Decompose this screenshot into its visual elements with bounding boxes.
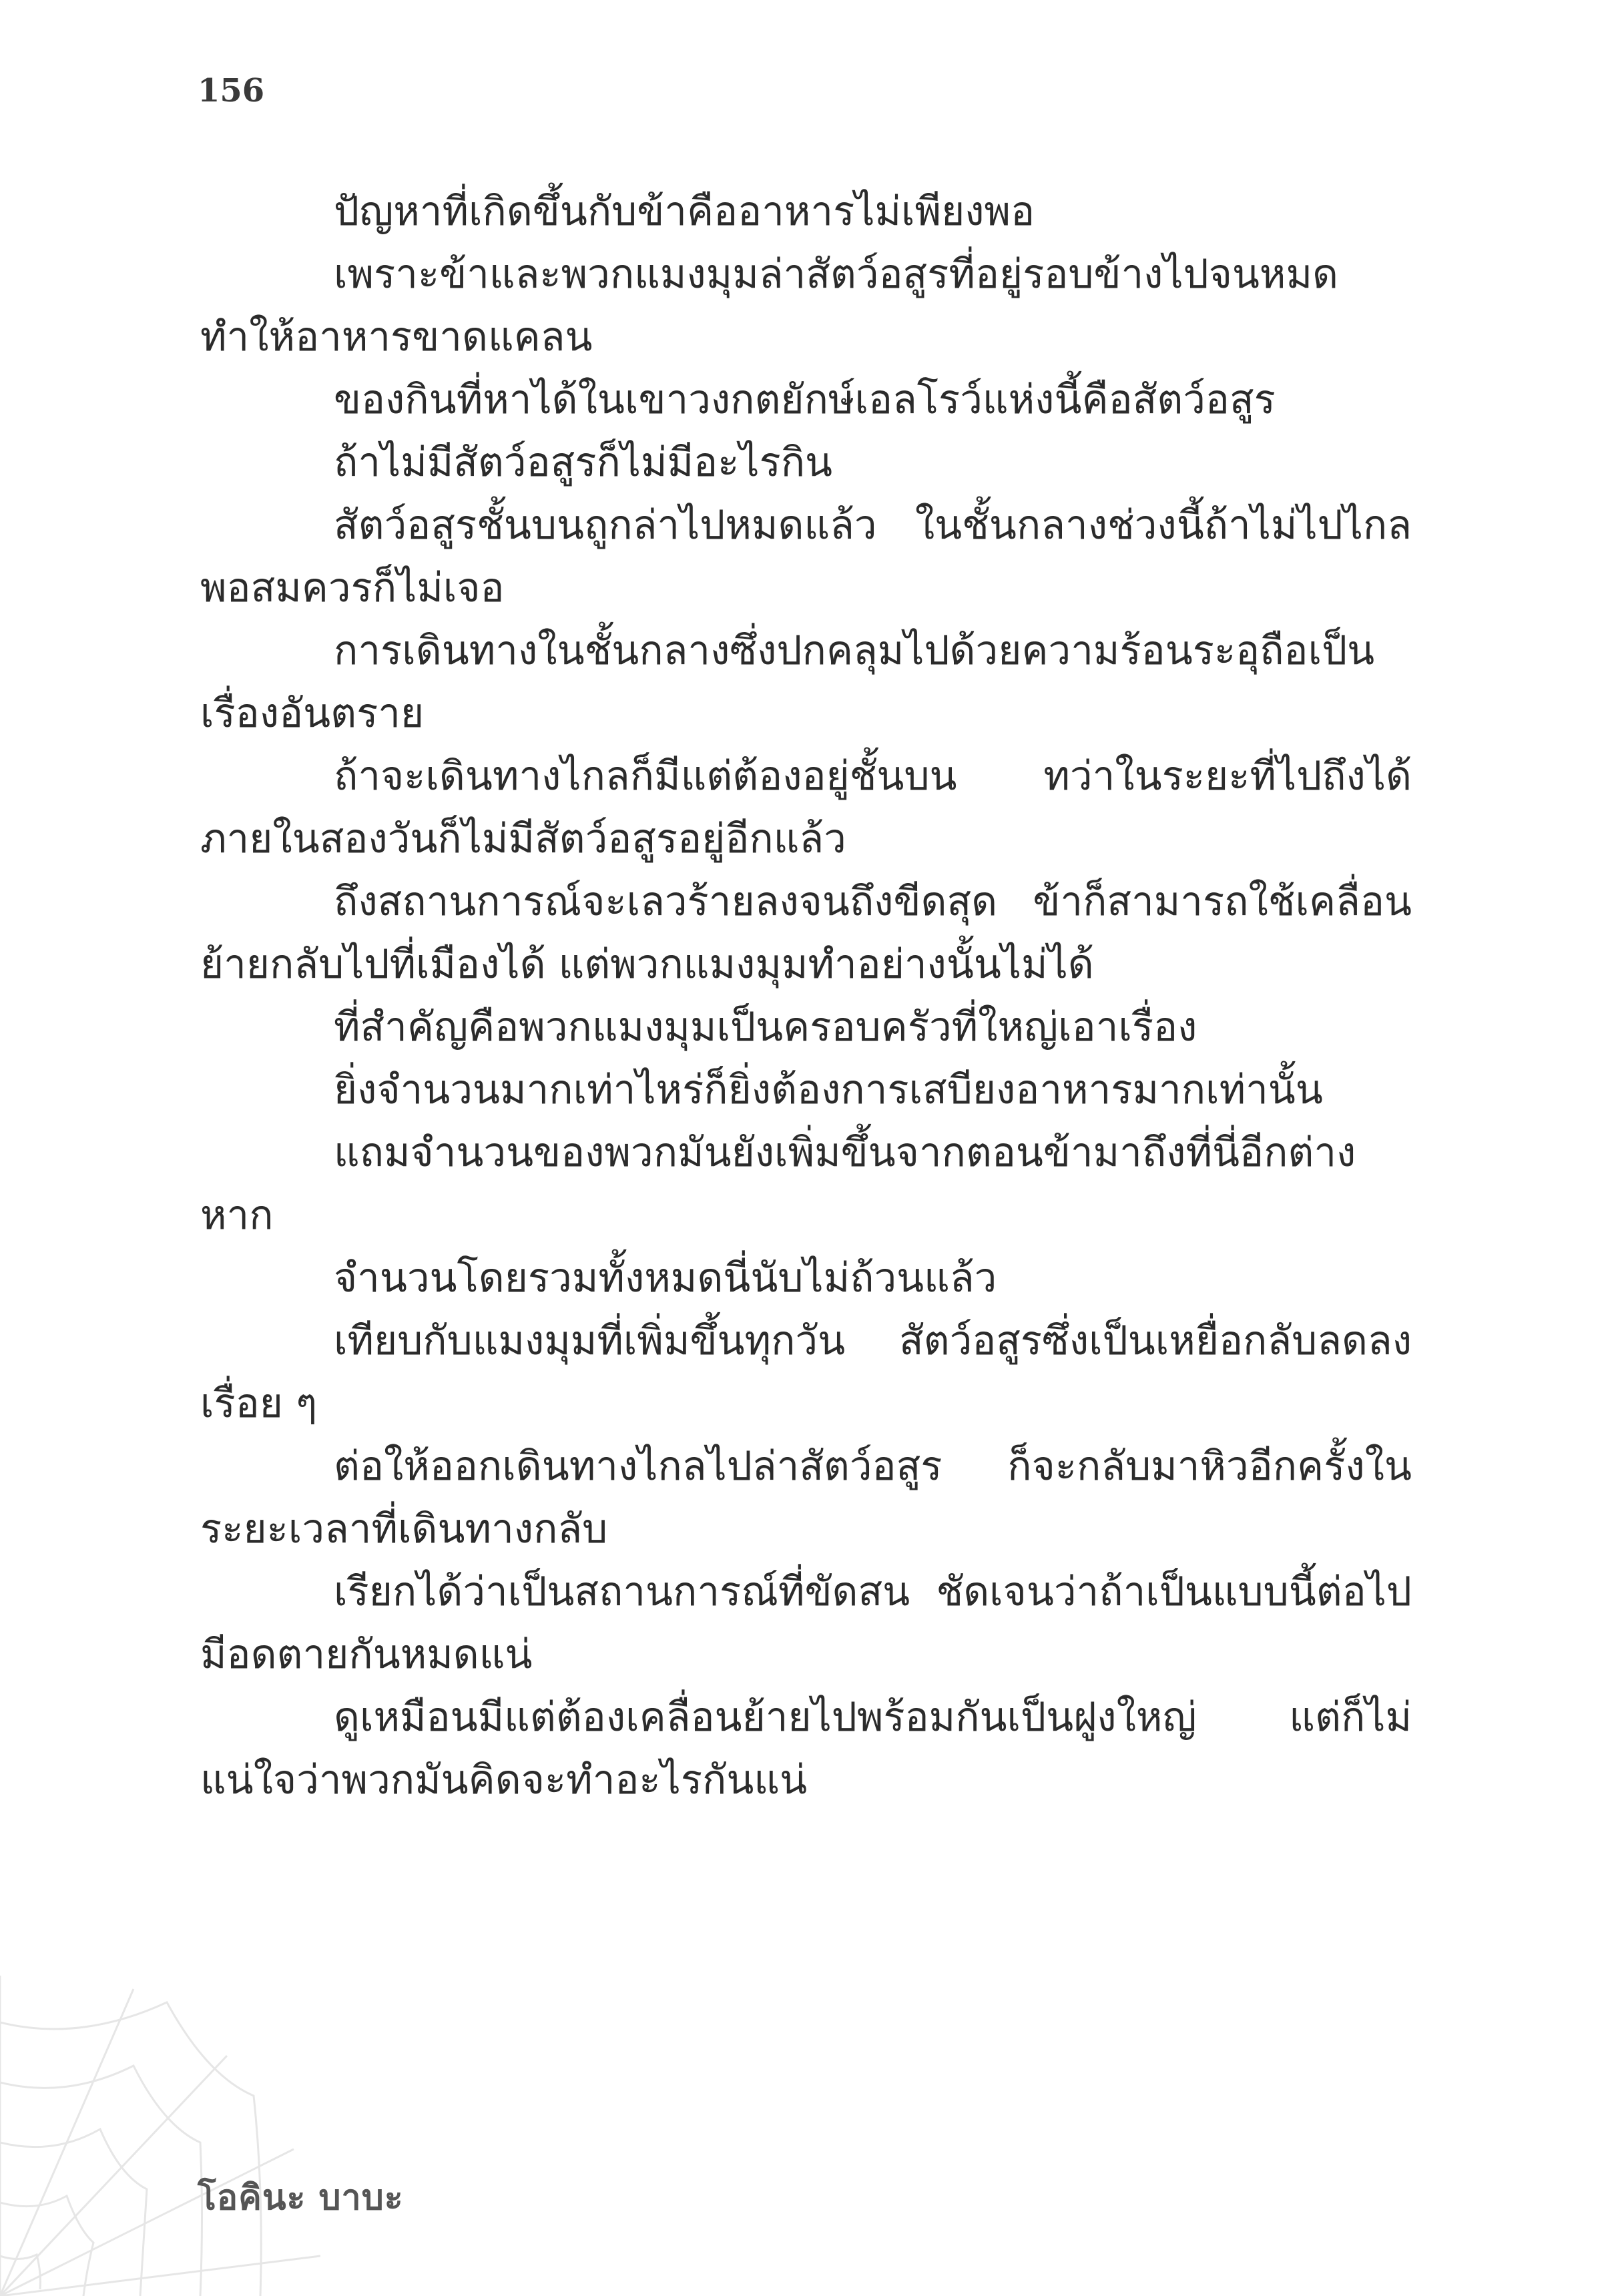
paragraph: การเดินทางในชั้นกลางซึ่งปกคลุมไปด้วยความร้อนระอุถือเป็นเรื่องอันตราย — [200, 627, 1375, 737]
paragraph: ของกินที่หาได้ในเขาวงกตยักษ์เอลโรว์แห่งนี้คือสัตว์อสูร — [334, 376, 1276, 423]
paragraph: ต่อให้ออกเดินทางไกลไปล่าสัตว์อสูร ก็จะกลับมาหิวอีกครั้งในระยะเวลาที่เดินทางกลับ — [200, 1443, 1412, 1552]
paragraph: ถ้าไม่มีสัตว์อสูรก็ไม่มีอะไรกิน — [334, 439, 833, 486]
paragraph: แถมจำนวนของพวกมันยังเพิ่มขึ้นจากตอนข้ามาถึงที่นี่อีกต่างหาก — [200, 1129, 1356, 1239]
paragraph: เทียบกับแมงมุมที่เพิ่มขึ้นทุกวัน สัตว์อสูรซึ่งเป็นเหยื่อกลับลดลงเรื่อย ๆ — [200, 1318, 1412, 1427]
paragraph: ยิ่งจำนวนมากเท่าไหร่ก็ยิ่งต้องการเสบียงอาหารมากเท่านั้น — [334, 1067, 1323, 1113]
paragraph: เพราะข้าและพวกแมงมุมล่าสัตว์อสูรที่อยู่รอบข้างไปจนหมด ทำให้อาหารขาดแคลน — [200, 251, 1338, 360]
paragraph: ถึงสถานการณ์จะเลวร้ายลงจนถึงขีดสุด ข้าก็สามารถใช้เคลื่อนย้ายกลับไปที่เมืองได้ แต่พวกแมงมุมทำอย่างนั้นไม่ได้ — [200, 878, 1412, 988]
page-number: 156 — [198, 72, 265, 109]
paragraph: ปัญหาที่เกิดขึ้นกับข้าคืออาหารไม่เพียงพอ — [334, 188, 1035, 235]
paragraph: สัตว์อสูรชั้นบนถูกล่าไปหมดแล้ว ในชั้นกลางช่วงนี้ถ้าไม่ไปไกลพอสมควรก็ไม่เจอ — [200, 502, 1412, 611]
paragraph: ถ้าจะเดินทางไกลก็มีแต่ต้องอยู่ชั้นบน ทว่าในระยะที่ไปถึงได้ภายในสองวันก็ไม่มีสัตว์อสูรอยู่อีกแล้ว — [200, 753, 1412, 862]
body-text — [200, 180, 1412, 1811]
spider-web-icon — [0, 1976, 320, 2296]
footer-author: โอคินะ บาบะ — [198, 2178, 404, 2218]
paragraph: เรียกได้ว่าเป็นสถานการณ์ที่ขัดสน ชัดเจนว่าถ้าเป็นแบบนี้ต่อไปมีอดตายกันหมดแน่ — [200, 1568, 1412, 1678]
paragraph: ที่สำคัญคือพวกแมงมุมเป็นครอบครัวที่ใหญ่เอาเรื่อง — [334, 1004, 1197, 1051]
paragraph: ดูเหมือนมีแต่ต้องเคลื่อนย้ายไปพร้อมกันเป็นฝูงใหญ่ แต่ก็ไม่แน่ใจว่าพวกมันคิดจะทำอะไรกันแน่ — [200, 1694, 1412, 1803]
paragraph: จำนวนโดยรวมทั้งหมดนี่นับไม่ถ้วนแล้ว — [334, 1255, 997, 1302]
